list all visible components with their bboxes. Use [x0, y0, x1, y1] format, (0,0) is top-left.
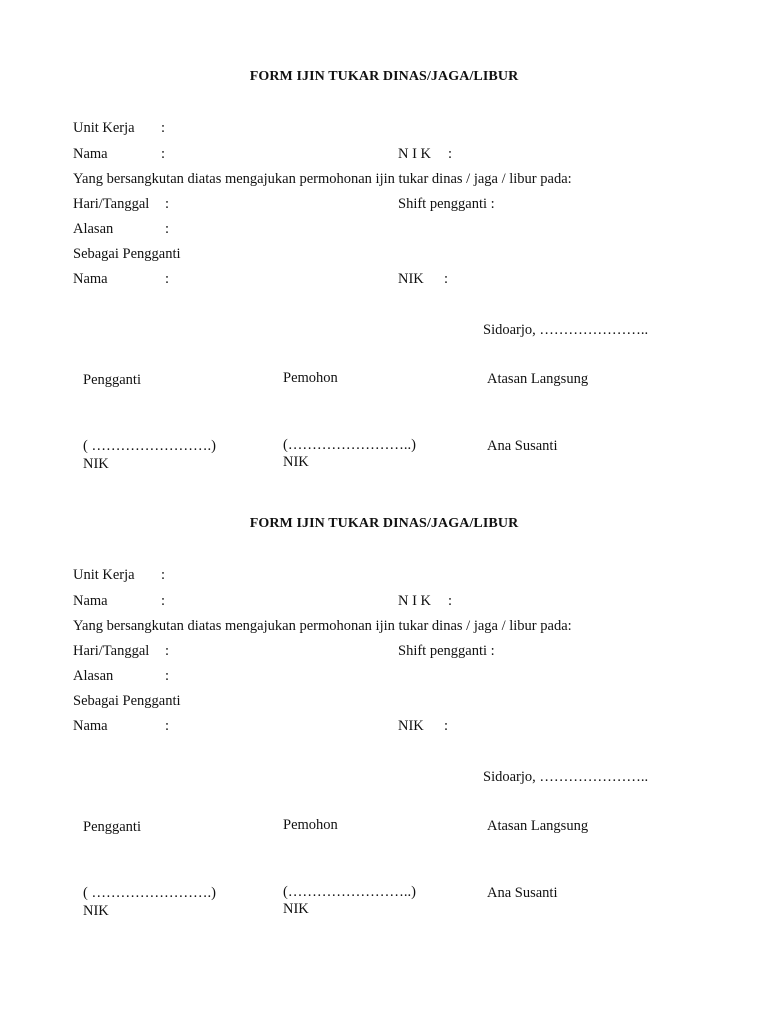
unit-kerja-label: Unit Kerja [73, 120, 135, 136]
shift-pengganti-label: Shift pengganti : [398, 643, 495, 659]
place-date: Sidoarjo, ………………….. [483, 322, 649, 338]
unit-kerja-colon: : [161, 567, 166, 583]
hari-tanggal-colon: : [165, 643, 170, 659]
pengganti-nama-colon: : [165, 718, 170, 734]
signature-atasan-label: Atasan Langsung [487, 371, 589, 387]
nama-label: Nama [73, 146, 108, 162]
pemohon-nik-signature: NIK [283, 901, 309, 917]
pengganti-nama-label: Nama [73, 718, 108, 734]
pengganti-nik-label: NIK [398, 718, 424, 734]
pengganti-nik-colon: : [444, 271, 449, 287]
unit-kerja-label: Unit Kerja [73, 567, 135, 583]
alasan-label: Alasan [73, 668, 114, 684]
signature-atasan-label: Atasan Langsung [487, 818, 589, 834]
pengganti-nik-colon: : [444, 718, 449, 734]
pengganti-nik-signature: NIK [83, 903, 109, 919]
atasan-name: Ana Susanti [487, 438, 558, 454]
permission-form-2 [0, 447, 768, 919]
nik-label: N I K [398, 593, 432, 609]
hari-tanggal-label: Hari/Tanggal [73, 196, 150, 212]
nama-colon: : [161, 146, 166, 162]
permission-form-1 [0, 0, 768, 472]
atasan-name: Ana Susanti [487, 885, 558, 901]
nama-label: Nama [73, 593, 108, 609]
signature-pemohon-label: Pemohon [283, 817, 338, 833]
nik-colon: : [448, 146, 453, 162]
statement-text: Yang bersangkutan diatas mengajukan permohonan ijin tukar dinas / jaga / libur pada: [73, 618, 572, 634]
form-title: FORM IJIN TUKAR DINAS/JAGA/LIBUR [249, 516, 519, 531]
pemohon-signature-blank: (……………………..) [283, 884, 416, 900]
pengganti-nama-label: Nama [73, 271, 108, 287]
signature-pengganti-label: Pengganti [83, 372, 141, 388]
shift-pengganti-label: Shift pengganti : [398, 196, 495, 212]
pengganti-nik-label: NIK [398, 271, 424, 287]
hari-tanggal-label: Hari/Tanggal [73, 643, 150, 659]
sebagai-pengganti-label: Sebagai Pengganti [73, 693, 181, 709]
nik-label: N I K [398, 146, 432, 162]
sebagai-pengganti-label: Sebagai Pengganti [73, 246, 181, 262]
form-title: FORM IJIN TUKAR DINAS/JAGA/LIBUR [249, 69, 519, 84]
pengganti-nik-signature: NIK [83, 456, 109, 472]
unit-kerja-colon: : [161, 120, 166, 136]
pemohon-nik-signature: NIK [283, 454, 309, 470]
pemohon-signature-blank: (……………………..) [283, 437, 416, 453]
signature-pengganti-label: Pengganti [83, 819, 141, 835]
place-date: Sidoarjo, ………………….. [483, 769, 649, 785]
pengganti-signature-blank: ( …………………….) [83, 438, 216, 454]
alasan-colon: : [165, 668, 170, 684]
pengganti-nama-colon: : [165, 271, 170, 287]
alasan-colon: : [165, 221, 170, 237]
statement-text: Yang bersangkutan diatas mengajukan permohonan ijin tukar dinas / jaga / libur pada: [73, 171, 572, 187]
hari-tanggal-colon: : [165, 196, 170, 212]
pengganti-signature-blank: ( …………………….) [83, 885, 216, 901]
alasan-label: Alasan [73, 221, 114, 237]
nik-colon: : [448, 593, 453, 609]
signature-pemohon-label: Pemohon [283, 370, 338, 386]
nama-colon: : [161, 593, 166, 609]
